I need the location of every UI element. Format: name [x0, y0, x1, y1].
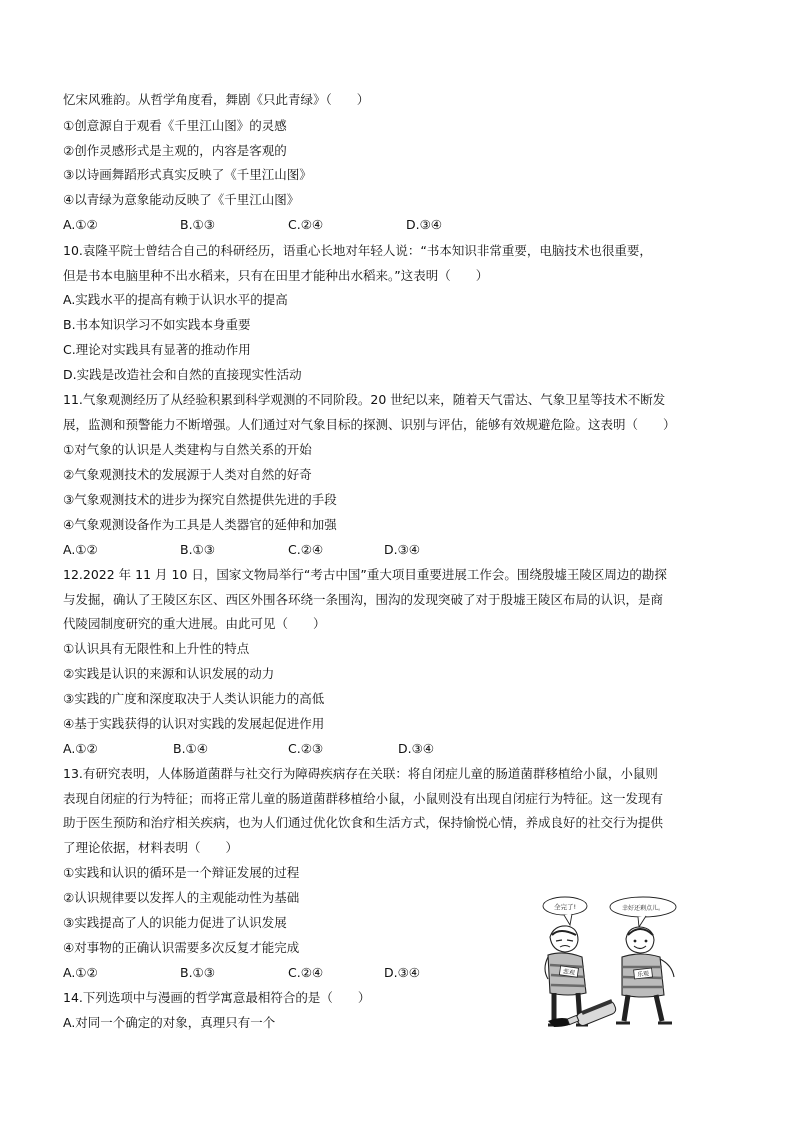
text-line: ④以青绿为意象能动反映了《千里江山图》 [63, 192, 300, 207]
speech-bubble-right [610, 897, 676, 927]
text-line: ③实践的广度和深度取决于人类认识能力的高低 [63, 691, 325, 706]
bubble-left-text: 全完了! [553, 903, 577, 911]
answer-options [63, 216, 663, 234]
option-a: A.①② [63, 741, 98, 756]
option-b: B.①④ [173, 741, 208, 756]
text-line: C.理论对实践具有显著的推动作用 [63, 342, 251, 357]
answer-options [63, 740, 663, 758]
text-line: 了理论依据，材料表明（ ） [63, 840, 239, 855]
text-line: 代陵园制度研究的重大进展。由此可见（ ） [63, 616, 326, 631]
bubble-right-text: 幸好还剩点儿。 [621, 905, 665, 912]
option-a: A.①② [63, 965, 98, 980]
option-d: D.③④ [384, 965, 421, 980]
option-a: A.①② [63, 217, 98, 232]
question-14: 14.下列选项中与漫画的哲学寓意最相符合的是（ ） [63, 990, 371, 1005]
option-c: C.②④ [288, 965, 324, 980]
cartoon-illustration [540, 895, 690, 1030]
optimist-figure [616, 927, 674, 1023]
text-line: ④基于实践获得的认识对实践的发展起促进作用 [63, 716, 325, 731]
text-line: 但是书本电脑里种不出水稻来，只有在田里才能种出水稻来。”这表明（ ） [63, 268, 489, 283]
text-line: 忆宋风雅韵。从哲学角度看，舞剧《只此青绿》（ ） [63, 92, 370, 107]
text-line: ①实践和认识的循环是一个辩证发展的过程 [63, 865, 300, 880]
tag-right-text: 乐观 [636, 970, 650, 979]
option-c: C.②④ [288, 217, 324, 232]
option-c: C.②③ [288, 741, 324, 756]
text-line: D.实践是改造社会和自然的直接现实性活动 [63, 367, 302, 382]
pessimist-figure [545, 926, 588, 1025]
text-line: B.书本知识学习不如实践本身重要 [63, 317, 251, 332]
answer-options [63, 541, 663, 559]
text-line: ④对事物的正确认识需要多次反复才能完成 [63, 940, 300, 955]
text-line: ③以诗画舞蹈形式真实反映了《千里江山图》 [63, 167, 312, 182]
option-d: D.③④ [406, 217, 443, 232]
text-line: 助于医生预防和治疗相关疾病，也为人们通过优化饮食和生活方式，保持愉悦心情，养成良好的社交行为提供 [63, 815, 664, 830]
text-line: 与发掘，确认了王陵区东区、西区外围各环绕一条围沟，围沟的发现突破了对于殷墟王陵区布局的认识，是商 [63, 592, 664, 607]
text-line: ①认识具有无限性和上升性的特点 [63, 641, 250, 656]
option-b: B.①③ [180, 542, 215, 557]
question-12: 12.2022 年 11 月 10 日，国家文物局举行“考古中国”重大项目重要进展工作会。围绕殷墟王陵区周边的勘探 [63, 567, 667, 582]
option-d: D.③④ [384, 542, 421, 557]
option-a: A.①② [63, 542, 98, 557]
text-line: A.对同一个确定的对象，真理只有一个 [63, 1015, 276, 1030]
option-c: C.②④ [288, 542, 324, 557]
text-line: ②认识规律要以发挥人的主观能动性为基础 [63, 890, 300, 905]
text-line: ③气象观测技术的进步为探究自然提供先进的手段 [63, 492, 337, 507]
text-line: ②实践是认识的来源和认识发展的动力 [63, 666, 275, 681]
text-line: 表现自闭症的行为特征；而将正常儿童的肠道菌群移植给小鼠，小鼠则没有出现自闭症行为特征。这一发现有 [63, 791, 664, 806]
text-line: ②创作灵感形式是主观的，内容是客观的 [63, 143, 287, 158]
text-line: ④气象观测设备作为工具是人类器官的延伸和加强 [63, 517, 337, 532]
speech-bubble-left [543, 897, 587, 925]
question-11: 11.气象观测经历了从经验积累到科学观测的不同阶段。20 世纪以来，随着天气雷达、气象卫星等技术不断发 [63, 392, 666, 407]
option-d: D.③④ [398, 741, 435, 756]
question-10: 10.袁隆平院士曾结合自己的科研经历，语重心长地对年轻人说：“书本知识非常重要，电脑技术也很重要， [63, 243, 652, 258]
option-b: B.①③ [180, 965, 215, 980]
text-line: 展，监测和预警能力不断增强。人们通过对气象目标的探测、识别与评估，能够有效规避危险。这表明（ ） [63, 417, 676, 432]
text-line: ①创意源自于观看《千里江山图》的灵感 [63, 118, 287, 133]
text-line: ②气象观测技术的发展源于人类对自然的好奇 [63, 467, 312, 482]
text-line: ①对气象的认识是人类建构与自然关系的开始 [63, 442, 312, 457]
text-line: ③实践提高了人的识能力促进了认识发展 [63, 915, 287, 930]
tag-left-text: 悲观 [562, 968, 576, 977]
spilled-bottle [548, 1000, 617, 1027]
option-b: B.①③ [180, 217, 215, 232]
question-13: 13.有研究表明，人体肠道菌群与社交行为障碍疾病存在关联：将自闭症儿童的肠道菌群移植给小鼠，小鼠则 [63, 766, 658, 781]
text-line: A.实践水平的提高有赖于认识水平的提高 [63, 292, 288, 307]
